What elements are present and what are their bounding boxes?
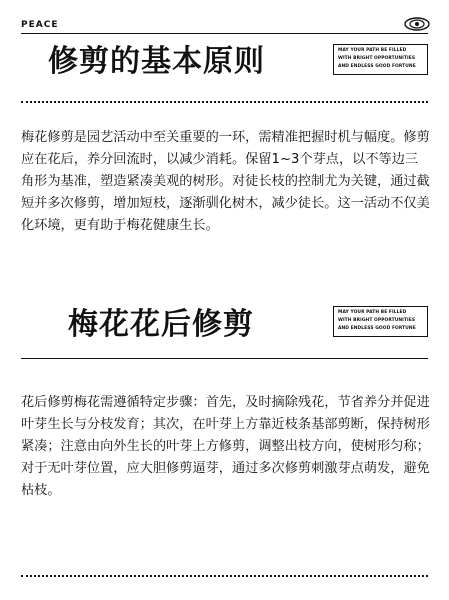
tagline-line: AND ENDLESS GOOD FORTUNE	[338, 326, 416, 331]
section-body: 梅花修剪是园艺活动中至关重要的一环，需精准把握时机与幅度。修剪应在花后，养分回流时，以减少消耗。保留1~3个芽点，以不等边三角形为基准，塑造紧凑美观的树形。对徒长枝的控制尤为关键，通过截短并多次修剪，增加短枝，逐渐驯化树木，减少徒长。这一活动不仅美化环境，更有助于梅花健康生长。	[21, 130, 430, 233]
section-divider	[21, 101, 428, 103]
section-body: 花后修剪梅花需遵循特定步骤：首先，及时摘除残花，节省养分并促进叶芽生长与分枝发育；其次，在叶芽上方靠近枝条基部剪断，保持树形紧凑；注意由向外生长的叶芽上方修剪，调整出枝方向，使树形匀称；对于无叶芽位置，应大胆修剪逼芽，通过多次修剪刺激芽点萌发，避免枯枝。	[21, 395, 430, 498]
section-title: 修剪的基本原则	[48, 44, 265, 79]
tagline-line: WITH BRIGHT OPPORTUNITIES	[338, 318, 416, 323]
tagline-box	[333, 306, 428, 337]
tagline-line: WITH BRIGHT OPPORTUNITIES	[338, 56, 416, 61]
tagline-box	[333, 44, 428, 75]
brand-label: PEACE	[21, 20, 59, 30]
header-rule	[21, 33, 428, 34]
section-title: 梅花花后修剪	[68, 307, 254, 342]
tagline-line: MAY YOUR PATH BE FILLED	[338, 310, 407, 315]
tagline-line: AND ENDLESS GOOD FORTUNE	[338, 64, 416, 69]
tagline-line: MAY YOUR PATH BE FILLED	[338, 48, 407, 53]
footer-divider	[21, 575, 428, 577]
eye-icon	[404, 17, 430, 31]
section-rule	[21, 358, 428, 359]
